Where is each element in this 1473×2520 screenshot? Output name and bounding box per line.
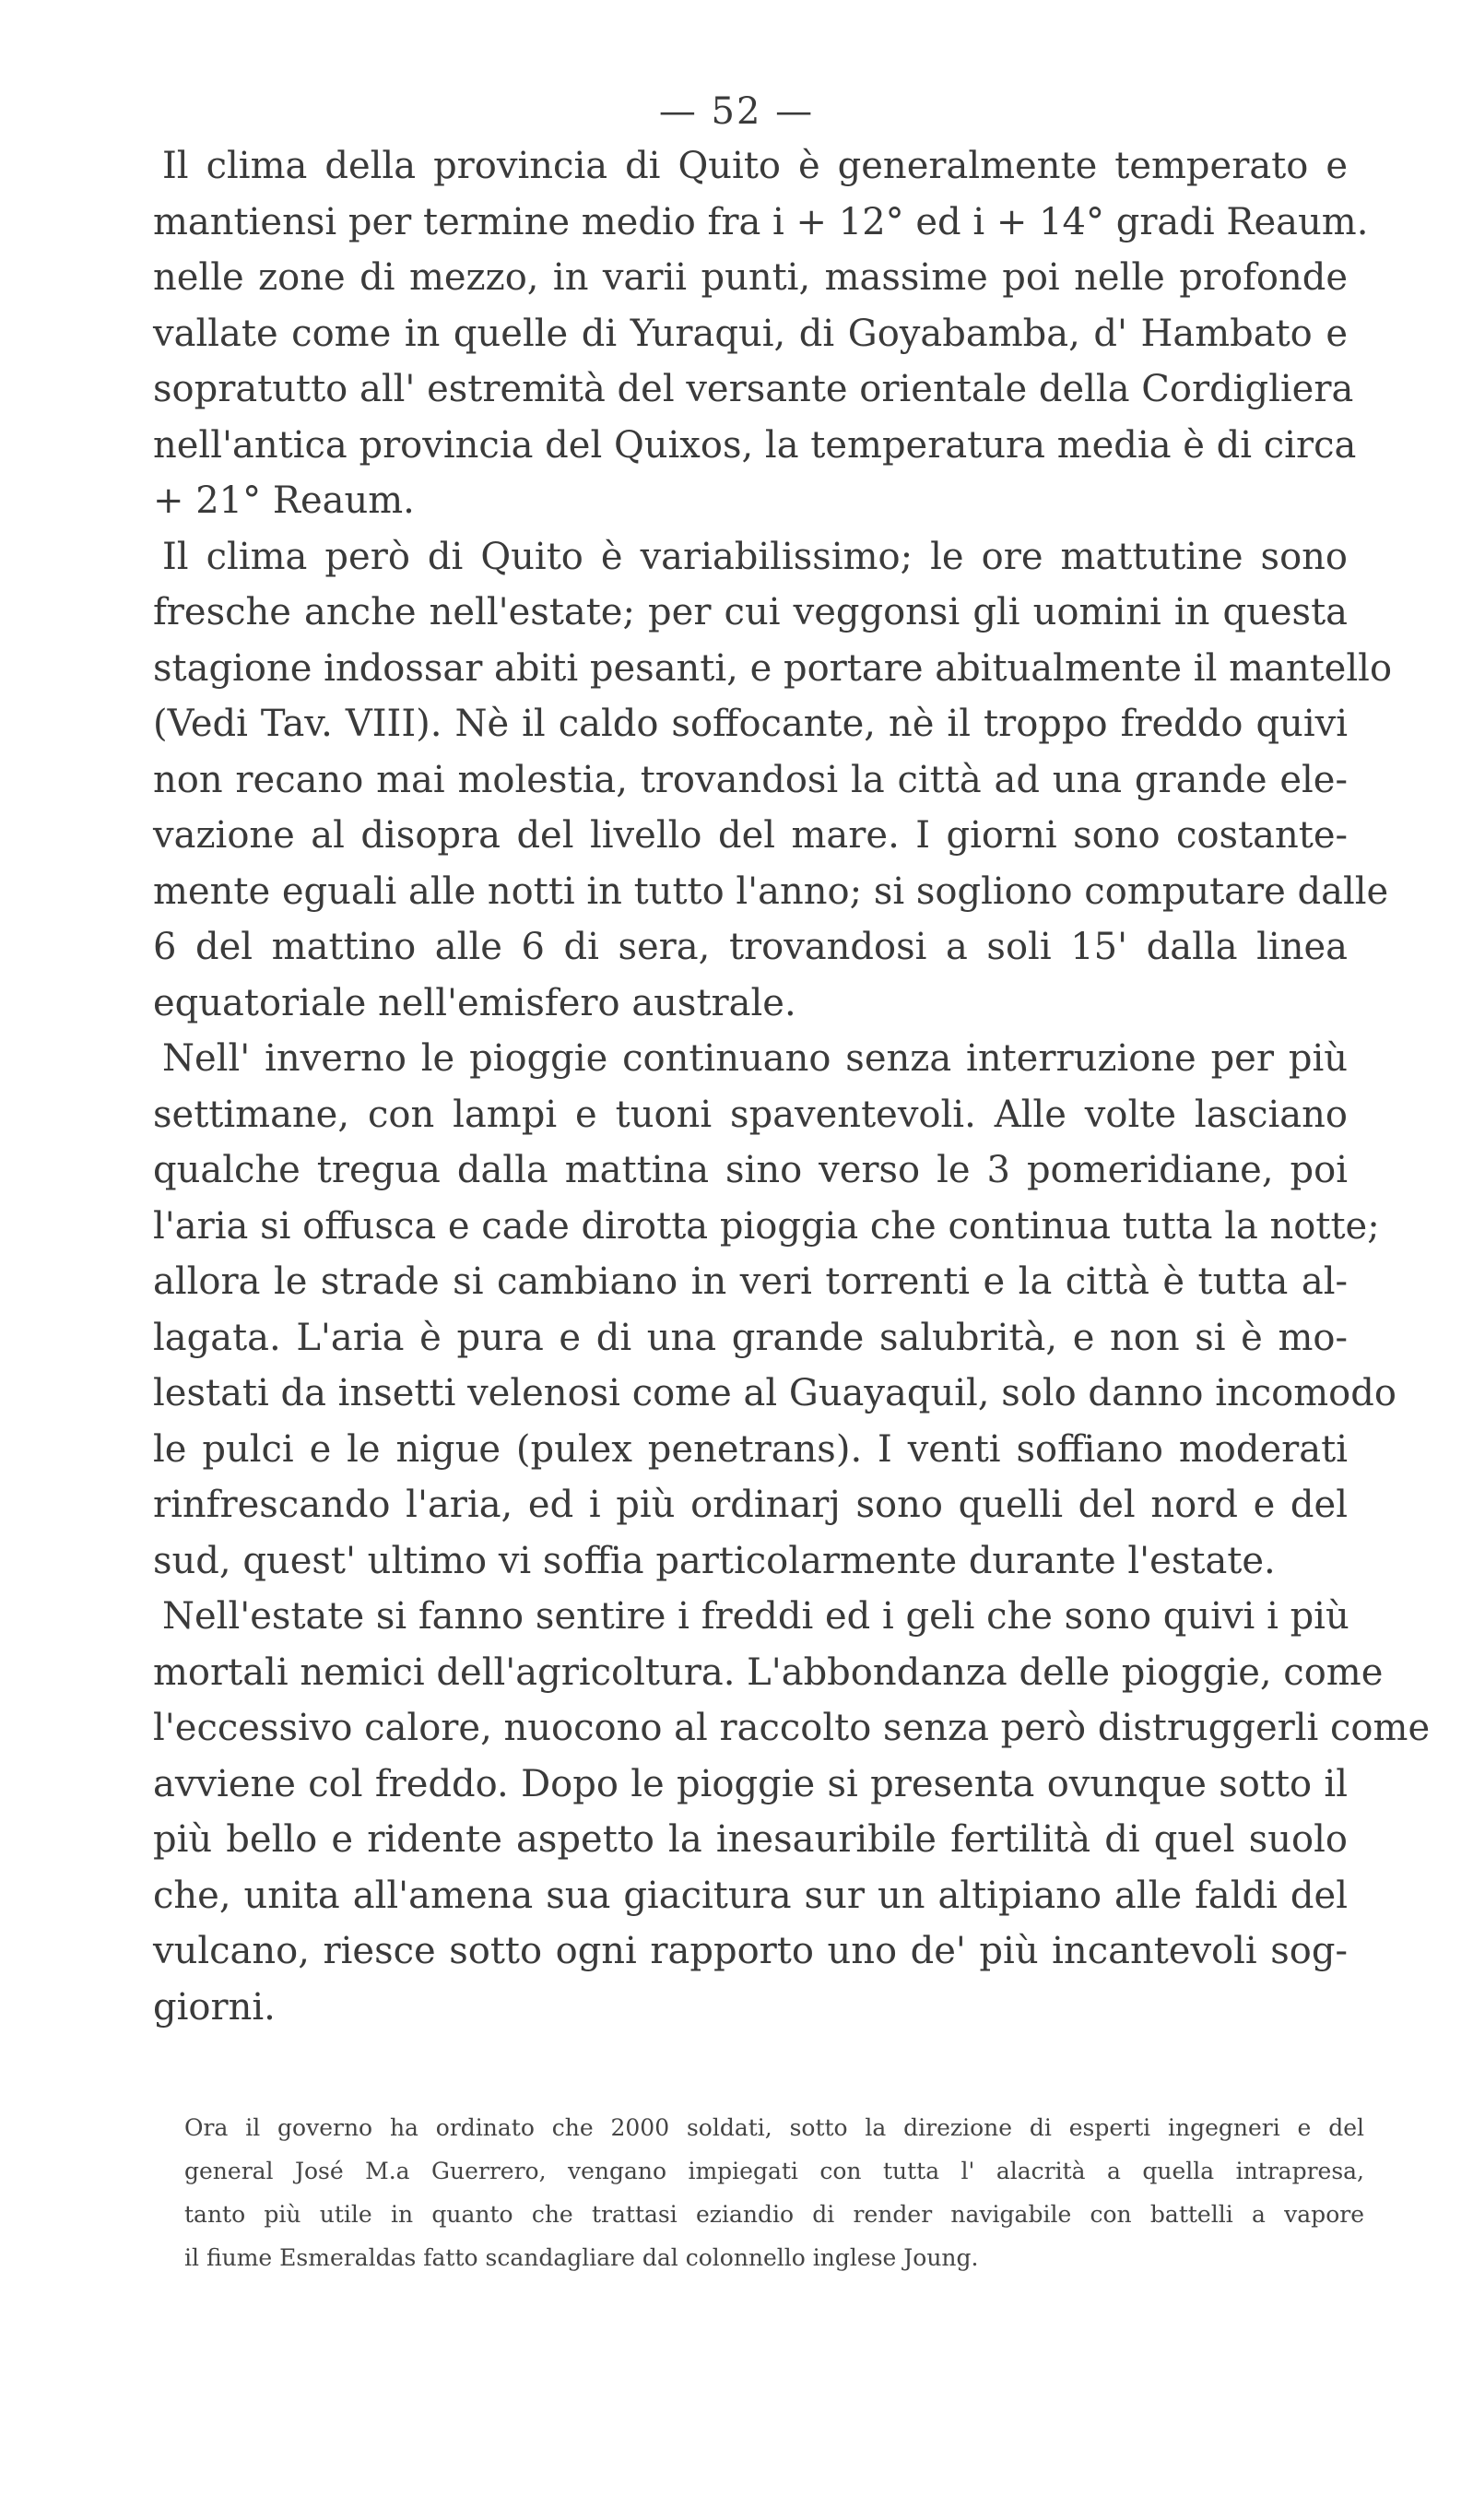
text-line: nelle zone di mezzo, in varii punti, massime poi nelle profonde xyxy=(153,256,1348,299)
text-line: Nell' inverno le pioggie continuano senza interruzione per più xyxy=(162,1037,1348,1080)
footnote-line: tanto più utile in quanto che trattasi eziandio di render navigabile con battelli a vapore xyxy=(184,2201,1364,2228)
text-line: vallate come in quelle di Yuraqui, di Goyabamba, d' Hambato e xyxy=(153,312,1348,355)
text-line: non recano mai molestia, trovandosi la città ad una grande ele- xyxy=(153,758,1348,801)
text-line: sud, quest' ultimo vi soffia particolarmente durante l'estate. xyxy=(153,1539,1276,1582)
text-line: settimane, con lampi e tuoni spaventevoli. Alle volte lasciano xyxy=(153,1093,1348,1136)
text-line: fresche anche nell'estate; per cui veggonsi gli uomini in questa xyxy=(153,591,1348,633)
text-line: qualche tregua dalla mattina sino verso le 3 pomeridiane, poi xyxy=(153,1149,1348,1191)
text-line: lestati da insetti velenosi come al Guayaquil, solo danno incomodo xyxy=(153,1372,1396,1414)
footnote-line: Ora il governo ha ordinato che 2000 soldati, sotto la direzione di esperti ingegneri e del xyxy=(184,2114,1364,2141)
footnote-line: il fiume Esmeraldas fatto scandagliare dal colonnello inglese Joung. xyxy=(184,2244,979,2271)
text-line: giorni. xyxy=(153,1985,276,2029)
paragraph-3 xyxy=(153,1031,1396,1589)
footnote xyxy=(184,2106,1364,2279)
footnote-line: general José M.a Guerrero, vengano impiegati con tutta l' alacrità a quella intrapresa, xyxy=(184,2158,1364,2184)
paragraph-4 xyxy=(153,1589,1431,2035)
text-line: equatoriale nell'emisfero australe. xyxy=(153,981,796,1024)
text-line: vulcano, riesce sotto ogni rapporto uno de' più incantevoli sog- xyxy=(153,1930,1348,1972)
text-line: Il clima della provincia di Quito è generalmente temperato e xyxy=(162,145,1348,187)
text-line: mantiensi per termine medio fra i + 12° ed i + 14° gradi Reaum. xyxy=(153,200,1369,243)
text-line: vazione al disopra del livello del mare. I giorni sono costante- xyxy=(153,814,1348,857)
text-line: l'aria si offusca e cade dirotta pioggia che continua tutta la notte; xyxy=(153,1204,1380,1248)
text-line: nell'antica provincia del Quixos, la temperatura media è di circa xyxy=(153,423,1357,467)
text-line: allora le strade si cambiano in veri torrenti e la città è tutta al- xyxy=(153,1260,1348,1303)
text-line: Il clima però di Quito è variabilissimo; le ore mattutine sono xyxy=(162,535,1348,578)
text-line: lagata. L'aria è pura e di una grande salubrità, e non si è mo- xyxy=(153,1316,1348,1359)
body-text xyxy=(153,138,1431,2035)
text-line: rinfrescando l'aria, ed i più ordinarj sono quelli del nord e del xyxy=(153,1484,1348,1526)
text-line: mortali nemici dell'agricoltura. L'abbondanza delle pioggie, come xyxy=(153,1650,1384,1694)
paragraph-2 xyxy=(153,529,1393,1032)
text-line: mente eguali alle notti in tutto l'anno; si sogliono computare dalle xyxy=(153,870,1389,913)
text-line: sopratutto all' estremità del versante orientale della Cordigliera xyxy=(153,368,1354,410)
text-line: + 21° Reaum. xyxy=(153,479,415,522)
text-line: che, unita all'amena sua giacitura sur un altipiano alle faldi del xyxy=(153,1874,1348,1917)
text-line: (Vedi Tav. VIII). Nè il caldo soffocante, nè il troppo freddo quivi xyxy=(153,703,1348,745)
text-line: le pulci e le nigue (pulex penetrans). I venti soffiano moderati xyxy=(153,1427,1348,1471)
paragraph-1 xyxy=(153,138,1369,529)
text-line: stagione indossar abiti pesanti, e portare abitualmente il mantello xyxy=(153,646,1393,690)
text-line: l'eccessivo calore, nuocono al raccolto senza però distruggerli come xyxy=(153,1707,1431,1749)
text-line: avviene col freddo. Dopo le pioggie si presenta ovunque sotto il xyxy=(153,1762,1348,1805)
text-line: 6 del mattino alle 6 di sera, trovandosi a soli 15' dalla linea xyxy=(153,926,1348,968)
text-line: più bello e ridente aspetto la inesauribile fertilità di quel suolo xyxy=(153,1818,1348,1861)
page-number: — 52 — xyxy=(658,90,815,133)
text-line: Nell'estate si fanno sentire i freddi ed i geli che sono quivi i più xyxy=(162,1595,1349,1638)
